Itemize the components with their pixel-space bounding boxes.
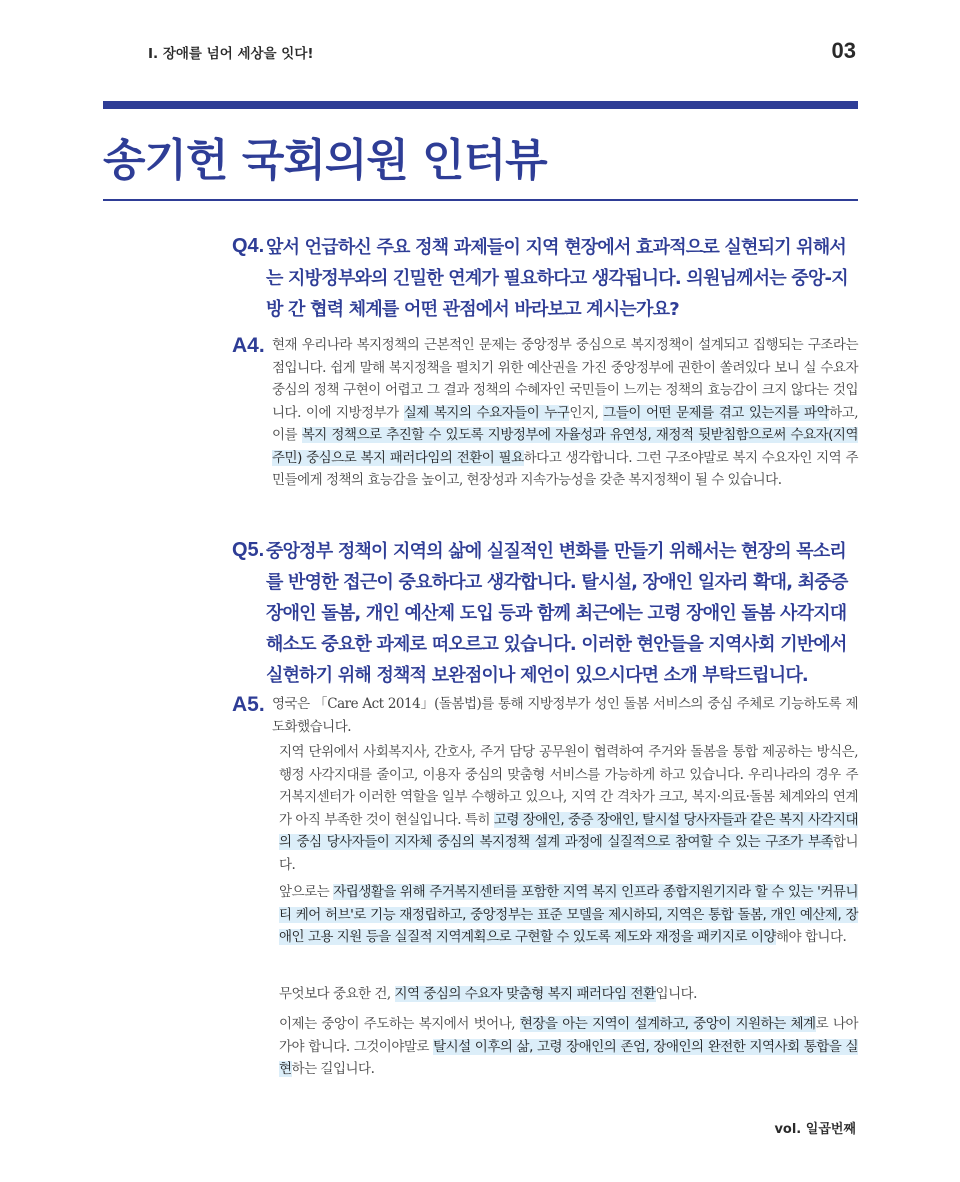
answer-intro: 영국은 「Care Act 2014」(돌봄법)를 통해 지방정부가 성인 돌봄 서비스의 중심 주체로 기능하도록 제도화했습니다.: [272, 696, 858, 735]
answer-paragraph: [279, 983, 858, 1006]
answer-text-run: 하는 길입니다.: [291, 1061, 375, 1077]
answer-text-run: 무엇보다 중요한 건,: [279, 986, 395, 1002]
answer-text-run: 로 나아가야 합니다. 그것이야말로: [279, 1016, 858, 1055]
question-label: Q4.: [232, 235, 265, 257]
answer-text-run: 지역 단위에서 사회복지사, 간호사, 주거 담당 공무원이 협력하여 주거와 돌봄을 통합 제공하는 방식은, 행정 사각지대를 줄이고, 이용자 중심의 맞춤형 서비스를 가능하게 하고 있습니다. 우리나라의 경우 주거복지센터가 이러한 역할을 일부 수행하고 있으나, 지역 간 격차가 크고, 복지·의료·돌봄 체계와의 연계가 아직 부족한 것이 현실입니다. 특히: [279, 744, 858, 828]
answer-text-run: 인지,: [569, 404, 604, 421]
title-divider: [103, 199, 858, 201]
highlight: 그들이 어떤 문제를 겪고 있는지를 파악: [603, 404, 830, 421]
answer-text-run: 이제는 중앙이 주도하는 복지에서 벗어나,: [279, 1016, 520, 1032]
answer-text-run: 하다고 생각합니다. 그런 구조야말로 복지 수요자인 지역 주민들에게 정책의 효능감을 높이고, 현장성과 지속가능성을 갖춘 복지정책이 될 수 있습니다.: [272, 449, 858, 488]
page-title: 송기헌 국회의원 인터뷰: [103, 135, 547, 186]
answer-text-run: 합니다.: [279, 834, 858, 873]
answer-paragraph: [279, 741, 858, 876]
answer-label: A4.: [232, 334, 265, 357]
footer-volume: vol. 일곱번째: [774, 1122, 856, 1137]
question-text: 중앙정부 정책이 지역의 삶에 실질적인 변화를 만들기 위해서는 현장의 목소리를 반영한 접근이 중요하다고 생각합니다. 탈시설, 장애인 일자리 확대, 최중증 장애인 돌봄, 개인 예산제 도입 등과 함께 최근에는 고령 장애인 돌봄 사각지대 해소도 중요한 과제로 떠오르고 있습니다. 이러한 현안들을 지역사회 기반에서 실현하기 위해 정책적 보완점이나 제언이 있으시다면 소개 부탁드립니다.: [266, 541, 848, 686]
question-label: Q5.: [232, 539, 265, 561]
answer-text-run: 해야 합니다.: [775, 929, 847, 945]
page-number: 03: [831, 38, 856, 63]
answer-text-run: 입니다.: [655, 986, 697, 1002]
highlight: 지역 중심의 수요자 맞춤형 복지 패러다임 전환: [394, 986, 656, 1002]
answer-label: A5.: [232, 693, 265, 716]
header-rule: [103, 101, 858, 109]
highlight: 고령 장애인, 중증 장애인, 탈시설 당사자들과 같은 복지 사각지대의 중심 당사자들이 지자체 중심의 복지정책 설계 과정에 실질적으로 참여할 수 있는 구조가 부족: [279, 811, 858, 850]
answer-paragraph: [279, 881, 858, 949]
highlight: 복지 정책으로 추진할 수 있도록 지방정부에 자율성과 유연성, 재정적 뒷받침함으로써 수요자(지역주민) 중심으로 복지 패러다임의 전환이 필요: [272, 427, 858, 466]
answer-text: [272, 334, 858, 492]
highlight: 자립생활을 위해 주거복지센터를 포함한 지역 복지 인프라 종합지원기지라 할 수 있는 '커뮤니티 케어 허브'로 기능 재정립하고, 중앙정부는 표준 모델을 제시하되, 지역은 통합 돌봄, 개인 예산제, 장애인 고용 지원 등을 실질적 지역계획으로 구현할 수 있도록 제도와 재정을 패키지로 이양: [279, 884, 858, 945]
highlight: 현장을 아는 지역이 설계하고, 중앙이 지원하는 체계: [519, 1016, 816, 1032]
running-header: Ⅰ. 장애를 넘어 세상을 잇다!: [148, 46, 314, 62]
highlight: 탈시설 이후의 삶, 고령 장애인의 존엄, 장애인의 완전한 지역사회 통합을 실현: [279, 1038, 858, 1077]
answer-text-run: 현재 우리나라 복지정책의 근본적인 문제는 중앙정부 중심으로 복지정책이 설계되고 집행되는 구조라는 점입니다. 쉽게 말해 복지정책을 펼치기 위한 예산권을 가진 중앙정부에 권한이 쏠려있다 보니 실 수요자 중심의 정책 구현이 어렵고 그 결과 정책의 수혜자인 국민들이 느끼는 정책의 효능감이 크지 않다는 것입니다. 이에 지방정부가: [272, 337, 858, 421]
answer-text-run: 앞으로는: [279, 884, 334, 900]
answer-text-run: 하고, 이를: [272, 404, 858, 443]
highlight: 실제 복지의 수요자들이 누구: [403, 404, 570, 421]
answer-paragraph: [279, 1013, 858, 1081]
question-text: 앞서 언급하신 주요 정책 과제들이 지역 현장에서 효과적으로 실현되기 위해서는 지방정부와의 긴밀한 연계가 필요하다고 생각됩니다. 의원님께서는 중앙-지방 간 협력 체계를 어떤 관점에서 바라보고 계시는가요?: [266, 237, 848, 320]
